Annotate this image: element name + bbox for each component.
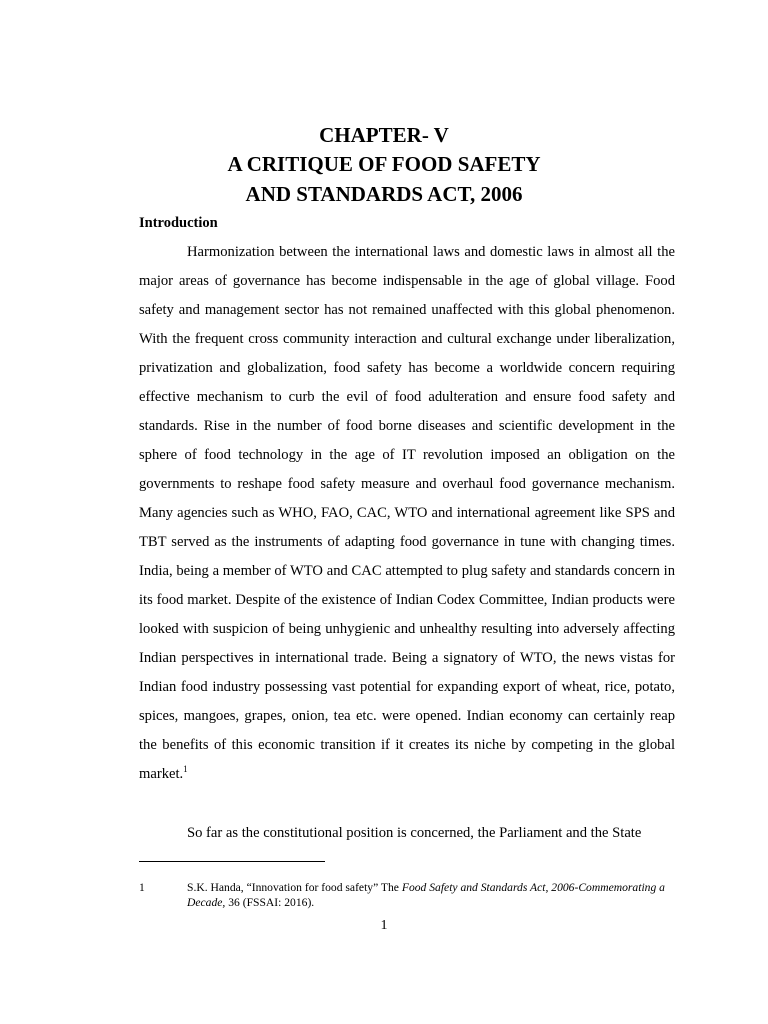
footnote-text-after: 36 (FSSAI: 2016). [225, 896, 315, 909]
footnote-text-before: S.K. Handa, “Innovation for food safety” The [187, 881, 402, 894]
paragraph-2-text: So far as the constitutional position is concerned, the Parliament and the State [187, 825, 642, 841]
footnote-reference[interactable]: 1 [183, 764, 188, 774]
chapter-title-line-1: A CRITIQUE OF FOOD SAFETY [227, 152, 541, 176]
page-number: 1 [380, 918, 388, 933]
paragraph-1-text: Harmonization between the international laws and domestic laws in almost all the major areas of governance has become indispensable in the age of global village. Food safety and management sector has not remained unaffected with this global phenomenon. With the frequent cross community interaction and cultural exchange under liberalization, privatization and globalization, food safety has become a worldwide concern requiring effective mechanism to curb the evil of food adulteration and ensure food safety and standards. Rise in the number of food borne diseases and scientific development in the sphere of food technology in the age of IT revolution imposed an obligation on the governments to reshape food safety measure and overhaul food governance mechanism. Many agencies such as WHO, FAO, CAC, WTO and international agreement like SPS and TBT served as the instruments of adapting food governance in tune with changing times. India, being a member of WTO and CAC attempted to plug safety and standards concern in its food market. Despite of the existence of Indian Codex Committee, Indian products were looked with suspicion of being unhygienic and unhealthy resulting into adversely affecting Indian perspectives in international trade. Being a signatory of WTO, the news vistas for Indian food industry possessing vast potential for expanding export of wheat, rice, potato, spices, mangoes, grapes, onion, tea etc. were opened. Indian economy can certainly reap the benefits of this economic transition if it creates its niche by competing in the global market. [139, 244, 675, 782]
footnote [139, 880, 675, 910]
chapter-label: CHAPTER- V [319, 123, 449, 147]
introduction-paragraph-1 [139, 238, 675, 789]
footnote-italic-title: Food Safety and Standards Act, 2006-Commemorating a Decade, [187, 881, 665, 909]
introduction-paragraph-2 [139, 819, 675, 848]
chapter-title-line-2: AND STANDARDS ACT, 2006 [245, 182, 523, 206]
section-heading-introduction: Introduction [139, 215, 218, 231]
footnote-separator [139, 861, 325, 862]
footnote-number: 1 [139, 881, 145, 894]
footnote-text [187, 880, 675, 910]
